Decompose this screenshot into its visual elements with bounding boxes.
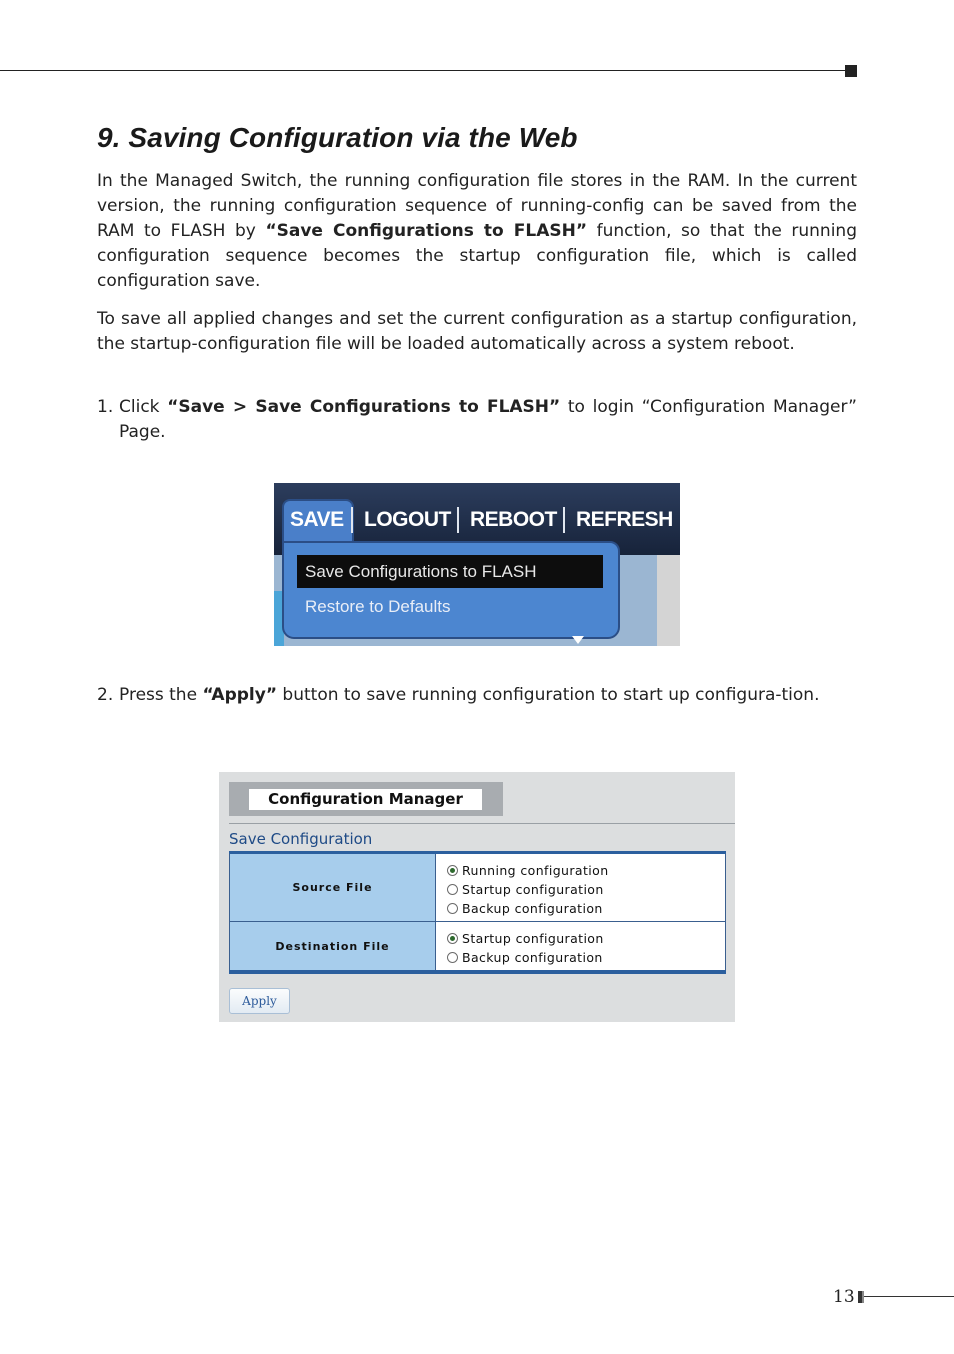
menu-separator <box>351 507 353 533</box>
apply-button[interactable]: Apply <box>229 988 290 1014</box>
dest-option-startup[interactable] <box>447 929 725 948</box>
option-label: Startup configuration <box>462 882 604 897</box>
source-option-startup[interactable] <box>447 880 725 899</box>
radio-icon[interactable] <box>447 884 458 895</box>
source-file-row <box>229 854 726 921</box>
destination-file-row <box>229 921 726 970</box>
destination-file-label: Destination File <box>230 922 436 970</box>
page-number: 13 <box>833 1287 855 1307</box>
intro-bold-function: “Save Configurations to FLASH” <box>265 221 588 241</box>
menu-separator <box>457 507 459 533</box>
option-label: Backup configuration <box>462 950 603 965</box>
step-1-text-b: to login “Configuration Manager” Page. <box>119 397 857 442</box>
dest-option-backup[interactable] <box>447 948 725 967</box>
source-file-options <box>436 854 725 921</box>
step-1-number: 1. <box>97 397 114 417</box>
intro-text-2: function, so that the running configuration sequence becomes the startup configuration file, which is called configuration save. <box>97 221 857 291</box>
option-label: Running configuration <box>462 863 609 878</box>
step-2-text-b: button to save running configuration to start up configura-tion. <box>277 685 820 705</box>
menu-save-to-flash[interactable]: Save Configurations to FLASH <box>297 555 603 588</box>
save-dropdown <box>282 541 620 639</box>
source-option-backup[interactable] <box>447 899 725 918</box>
section-heading: 9. Saving Configuration via the Web <box>97 122 578 153</box>
mouse-cursor-icon <box>572 636 584 644</box>
step-2-text <box>119 683 857 708</box>
step-1-bold: “Save > Save Configurations to FLASH” <box>167 397 561 417</box>
save-menu-screenshot <box>274 483 680 646</box>
step-2-number: 2. <box>97 685 114 705</box>
step-1-text-a: Click <box>119 397 168 417</box>
menu-restore-defaults[interactable]: Restore to Defaults <box>305 597 451 616</box>
menu-logout[interactable]: LOGOUT <box>364 508 451 531</box>
radio-icon[interactable] <box>447 903 458 914</box>
radio-icon[interactable] <box>447 952 458 963</box>
menu-separator <box>563 507 565 533</box>
menu-refresh[interactable]: REFRESH <box>576 508 673 531</box>
step-2-bold: “Apply” <box>202 685 278 705</box>
radio-selected-icon[interactable] <box>447 865 458 876</box>
step-1 <box>97 395 857 445</box>
menu-save[interactable]: SAVE <box>290 508 344 531</box>
step-2 <box>97 683 857 708</box>
destination-file-options <box>436 922 725 970</box>
step-2-text-a: Press the <box>119 685 203 705</box>
intro-text-1: In the Managed Switch, the running configuration file stores in the RAM. In the current version, the running configuration sequence of running-config can be saved from the RAM to FLASH by <box>97 171 857 241</box>
config-manager-tab <box>229 782 503 816</box>
option-label: Backup configuration <box>462 901 603 916</box>
step-1-text <box>119 395 857 445</box>
save-paragraph: To save all applied changes and set the current configuration as a startup configuration, the startup-configuration file will be loaded automatically across a system reboot. <box>97 309 857 354</box>
radio-selected-icon[interactable] <box>447 933 458 944</box>
menu-reboot[interactable]: REBOOT <box>470 508 557 531</box>
config-manager-title: Configuration Manager <box>249 789 482 810</box>
save-configuration-heading: Save Configuration <box>229 830 373 848</box>
source-option-running[interactable] <box>447 861 725 880</box>
configuration-manager-screenshot <box>219 772 735 1022</box>
save-config-table <box>229 851 726 974</box>
footer-mark <box>862 1291 864 1303</box>
option-label: Startup configuration <box>462 931 604 946</box>
source-file-label: Source File <box>230 854 436 921</box>
divider <box>229 823 735 824</box>
header-square-mark <box>845 65 857 77</box>
menu-right-panel <box>657 555 680 646</box>
intro-paragraph <box>97 169 857 294</box>
footer-rule <box>864 1296 954 1297</box>
header-rule <box>0 70 846 71</box>
